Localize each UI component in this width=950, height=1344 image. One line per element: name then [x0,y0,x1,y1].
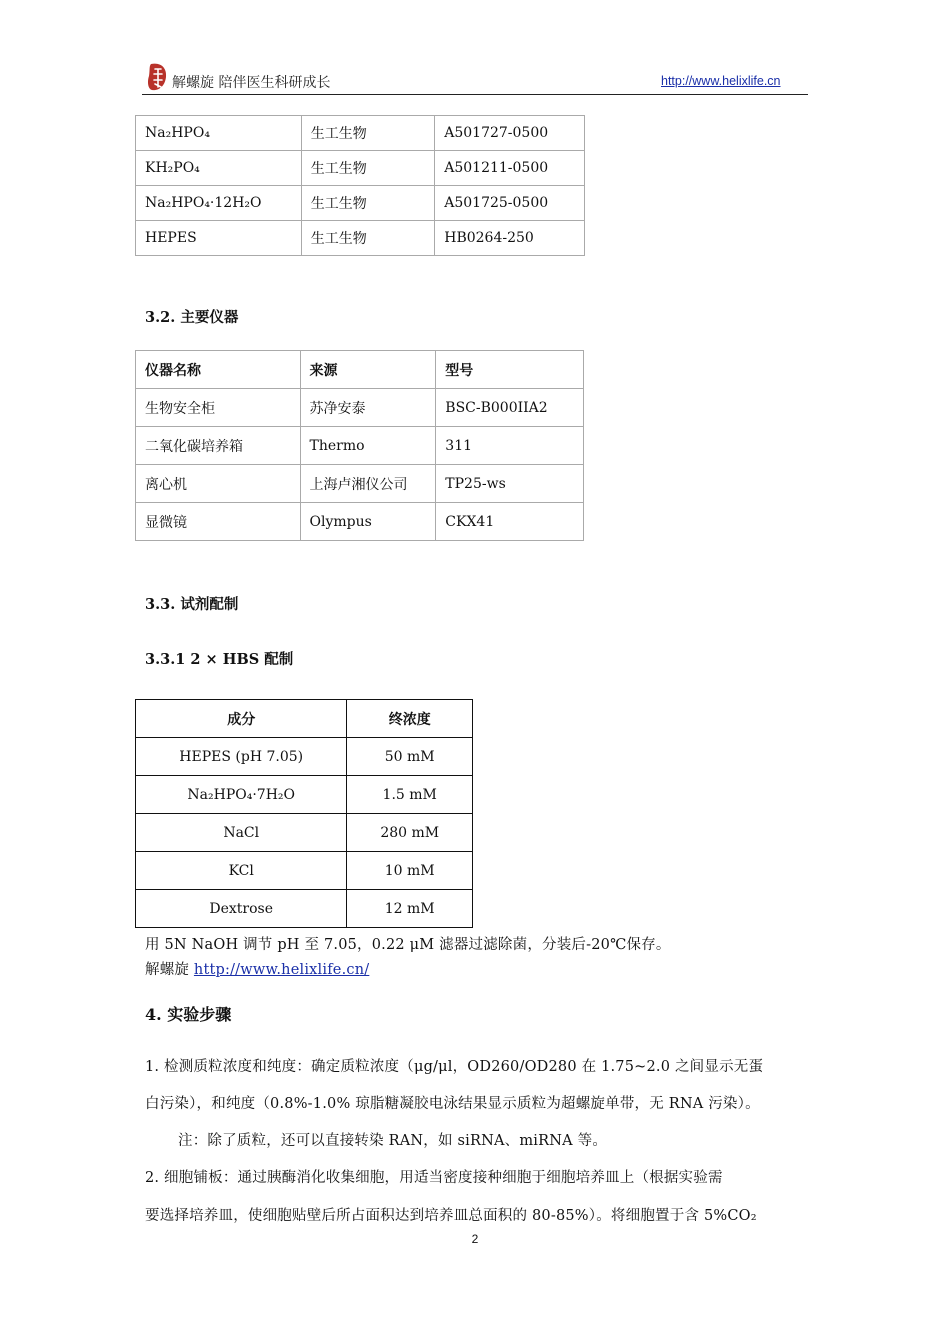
table-row [136,852,473,890]
logo-seal-icon [147,62,169,92]
component: Dextrose [136,890,347,928]
step-1-line-1: 1. 检测质粒浓度和纯度：确定质粒浓度（μg/μl，OD260/OD280 在 1.75~2.0 之间显示无蛋 [145,1059,764,1075]
component: Na₂HPO₄·7H₂O [136,776,347,814]
column-header: 终浓度 [347,700,473,738]
reagent-name: HEPES [136,221,302,256]
instrument-source: Thermo [300,427,436,465]
page-number: 2 [471,1232,479,1246]
table-row [136,738,473,776]
header-url-link[interactable]: http://www.helixlife.cn [661,74,781,88]
table-row [136,890,473,928]
concentration: 50 mM [347,738,473,776]
section-3-3-heading: 3.3. 试剂配制 [145,596,239,613]
instrument-name: 二氧化碳培养箱 [136,427,301,465]
concentration: 10 mM [347,852,473,890]
instrument-name: 离心机 [136,465,301,503]
reagent-name: Na₂HPO₄ [136,116,302,151]
table-header-row [136,351,584,389]
table-row [136,814,473,852]
table-row [136,776,473,814]
table-row [136,221,585,256]
instrument-name: 生物安全柜 [136,389,301,427]
reagent-catalog: A501211-0500 [435,151,585,186]
instrument-source: 上海卢湘仪公司 [300,465,436,503]
column-header: 来源 [300,351,436,389]
step-1-line-2: 白污染），和纯度（0.8%-1.0% 琼脂糖凝胶电泳结果显示质粒为超螺旋单带，无 RNA 污染）。 [145,1096,760,1112]
instrument-model: 311 [436,427,584,465]
table-row [136,427,584,465]
hbs-source-line [145,958,369,979]
reagent-catalog: A501725-0500 [435,186,585,221]
section-3-2-heading: 3.2. 主要仪器 [145,309,239,326]
reagent-table [135,115,585,256]
table-row [136,151,585,186]
concentration: 280 mM [347,814,473,852]
column-header: 成分 [136,700,347,738]
concentration: 1.5 mM [347,776,473,814]
table-row [136,503,584,541]
header-divider [142,94,808,95]
helixlife-logo [147,62,169,92]
concentration: 12 mM [347,890,473,928]
table-row [136,389,584,427]
section-3-3-1-heading: 3.3.1 2 × HBS 配制 [145,651,294,668]
step-2-line-1: 2. 细胞铺板：通过胰酶消化收集细胞，用适当密度接种细胞于细胞培养皿上（根据实验需 [145,1170,723,1186]
column-header: 仪器名称 [136,351,301,389]
reagent-name: KH₂PO₄ [136,151,302,186]
reagent-catalog: A501727-0500 [435,116,585,151]
instrument-model: BSC-B000IIA2 [436,389,584,427]
table-row [136,116,585,151]
hbs-preparation-note: 用 5N NaOH 调节 pH 至 7.05，0.22 μM 滤器过滤除菌，分装后-20℃保存。 [145,937,671,953]
reagent-catalog: HB0264-250 [435,221,585,256]
source-url-link[interactable]: http://www.helixlife.cn/ [193,962,370,978]
hbs-recipe-table [135,699,473,928]
reagent-name: Na₂HPO₄·12H₂O [136,186,302,221]
table-row [136,465,584,503]
instrument-table [135,350,584,541]
step-2-line-2: 要选择培养皿，使细胞贴壁后所占面积达到培养皿总面积的 80-85%）。将细胞置于含 5%CO₂ [145,1208,757,1224]
instrument-source: 苏净安泰 [300,389,436,427]
source-label: 解螺旋 [145,962,194,978]
instrument-model: TP25-ws [436,465,584,503]
component: HEPES (pH 7.05) [136,738,347,776]
table-header-row [136,700,473,738]
step-1-note: 注：除了质粒，还可以直接转染 RAN，如 siRNA、miRNA 等。 [178,1133,608,1149]
reagent-source: 生工生物 [301,186,435,221]
reagent-source: 生工生物 [301,221,435,256]
table-row [136,186,585,221]
instrument-model: CKX41 [436,503,584,541]
instrument-name: 显微镜 [136,503,301,541]
reagent-source: 生工生物 [301,116,435,151]
section-4-heading: 4. 实验步骤 [145,1005,232,1024]
instrument-source: Olympus [300,503,436,541]
component: NaCl [136,814,347,852]
header-slogan: 解螺旋 陪伴医生科研成长 [172,75,331,91]
reagent-source: 生工生物 [301,151,435,186]
component: KCl [136,852,347,890]
column-header: 型号 [436,351,584,389]
